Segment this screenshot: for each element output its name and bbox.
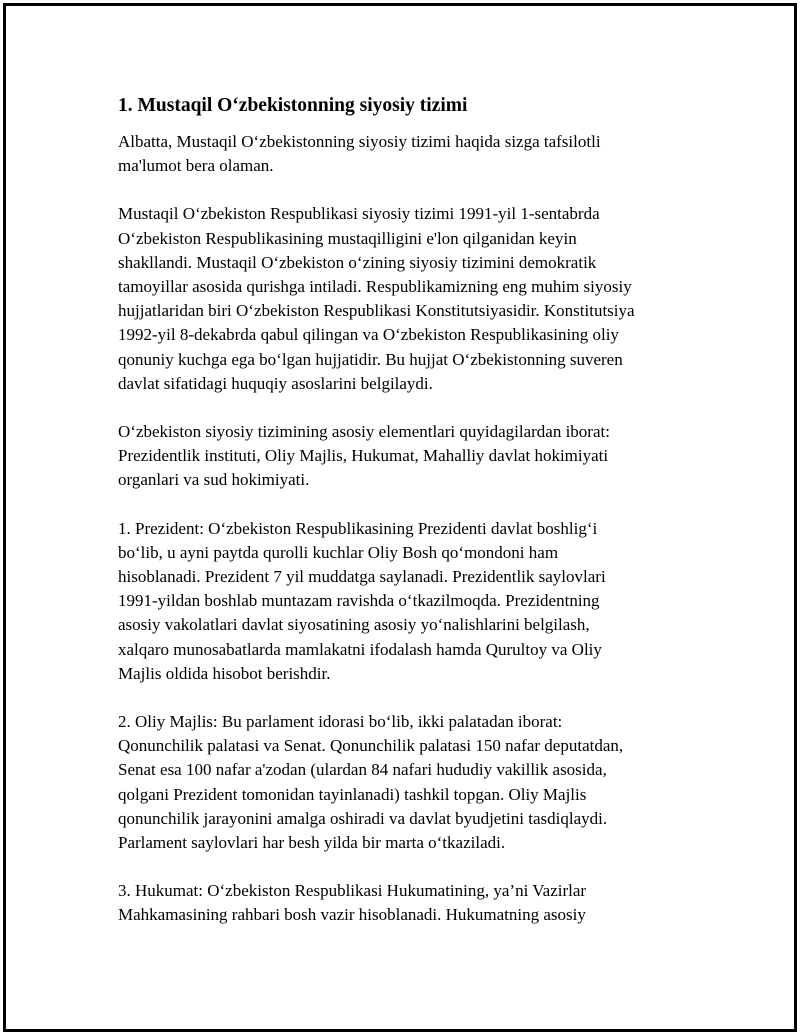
intro-paragraph: Albatta, Mustaqil O‘zbekistonning siyosiy tizimi haqida sizga tafsilotli ma'lumot bera olaman. bbox=[118, 132, 601, 176]
president-paragraph: 1. Prezident: O‘zbekiston Respublikasining Prezidenti davlat boshlig‘i bo‘lib, u ayni paytda qurolli kuchlar Oliy Bosh qo‘mondoni ham hisoblanadi. Prezident 7 yil muddatga saylanadi. Prezidentlik saylovlari 1991-yildan boshlab muntazam ravishda o‘tkazilmoqda. Prezidentning asosiy vakolatlari davlat siyosatining asosiy yo‘nalishlarini belgilash, xalqaro munosabatlarda mamlakatni ifodalash hamda Qurultoy va Oliy Majlis oldida hisobot berishdir. bbox=[118, 518, 606, 683]
hukumat-paragraph: 3. Hukumat: O‘zbekiston Respublikasi Hukumatining, ya’ni Vazirlar Mahkamasining rahbari bosh vazir hisoblanadi. Hukumatning asosiy bbox=[118, 881, 587, 925]
elements-paragraph: O‘zbekiston siyosiy tizimining asosiy elementlari quyidagilardan iborat: Prezidentlik instituti, Oliy Majlis, Hukumat, Mahalliy davlat hokimiyati organlari va sud hokimiyati. bbox=[118, 422, 610, 490]
document-title: 1. Mustaqil O‘zbekistonning siyosiy tizimi bbox=[118, 95, 468, 116]
oliy-majlis-paragraph: 2. Oliy Majlis: Bu parlament idorasi bo‘lib, ikki palatadan iborat: Qonunchilik palatasi va Senat. Qonunchilik palatasi 150 nafar deputatdan, Senat esa 100 nafar a'zodan (ulardan 84 nafari hududiy vakillik asosida, qolgani Prezident tomonidan tayinlanadi) tashkil topgan. Oliy Majlis qonunchilik jarayonini amalga oshiradi va davlat byudjetini tasdiqlaydi. Parlament saylovlari har besh yilda bir marta o‘tkaziladi. bbox=[118, 712, 624, 853]
history-paragraph: Mustaqil O‘zbekiston Respublikasi siyosiy tizimi 1991-yil 1-sentabrda O‘zbekiston Respublikasining mustaqilligini e'lon qilganidan keyin shakllandi. Mustaqil O‘zbekiston o‘zining siyosiy tizimini demokratik tamoyillar asosida qurishga intiladi. Respublikamizning eng muhim siyosiy hujjatlaridan biri O‘zbekiston Respublikasi Konstitutsiyasidir. Konstitutsiya 1992-yil 8-dekabrda qabul qilingan va O‘zbekiston Respublikasining oliy qonuniy kuchga ega bo‘lgan hujjatidir. Bu hujjat O‘zbekistonning suveren davlat sifatidagi huquqiy asoslarini belgilaydi. bbox=[118, 204, 635, 393]
document-body bbox=[118, 92, 688, 952]
